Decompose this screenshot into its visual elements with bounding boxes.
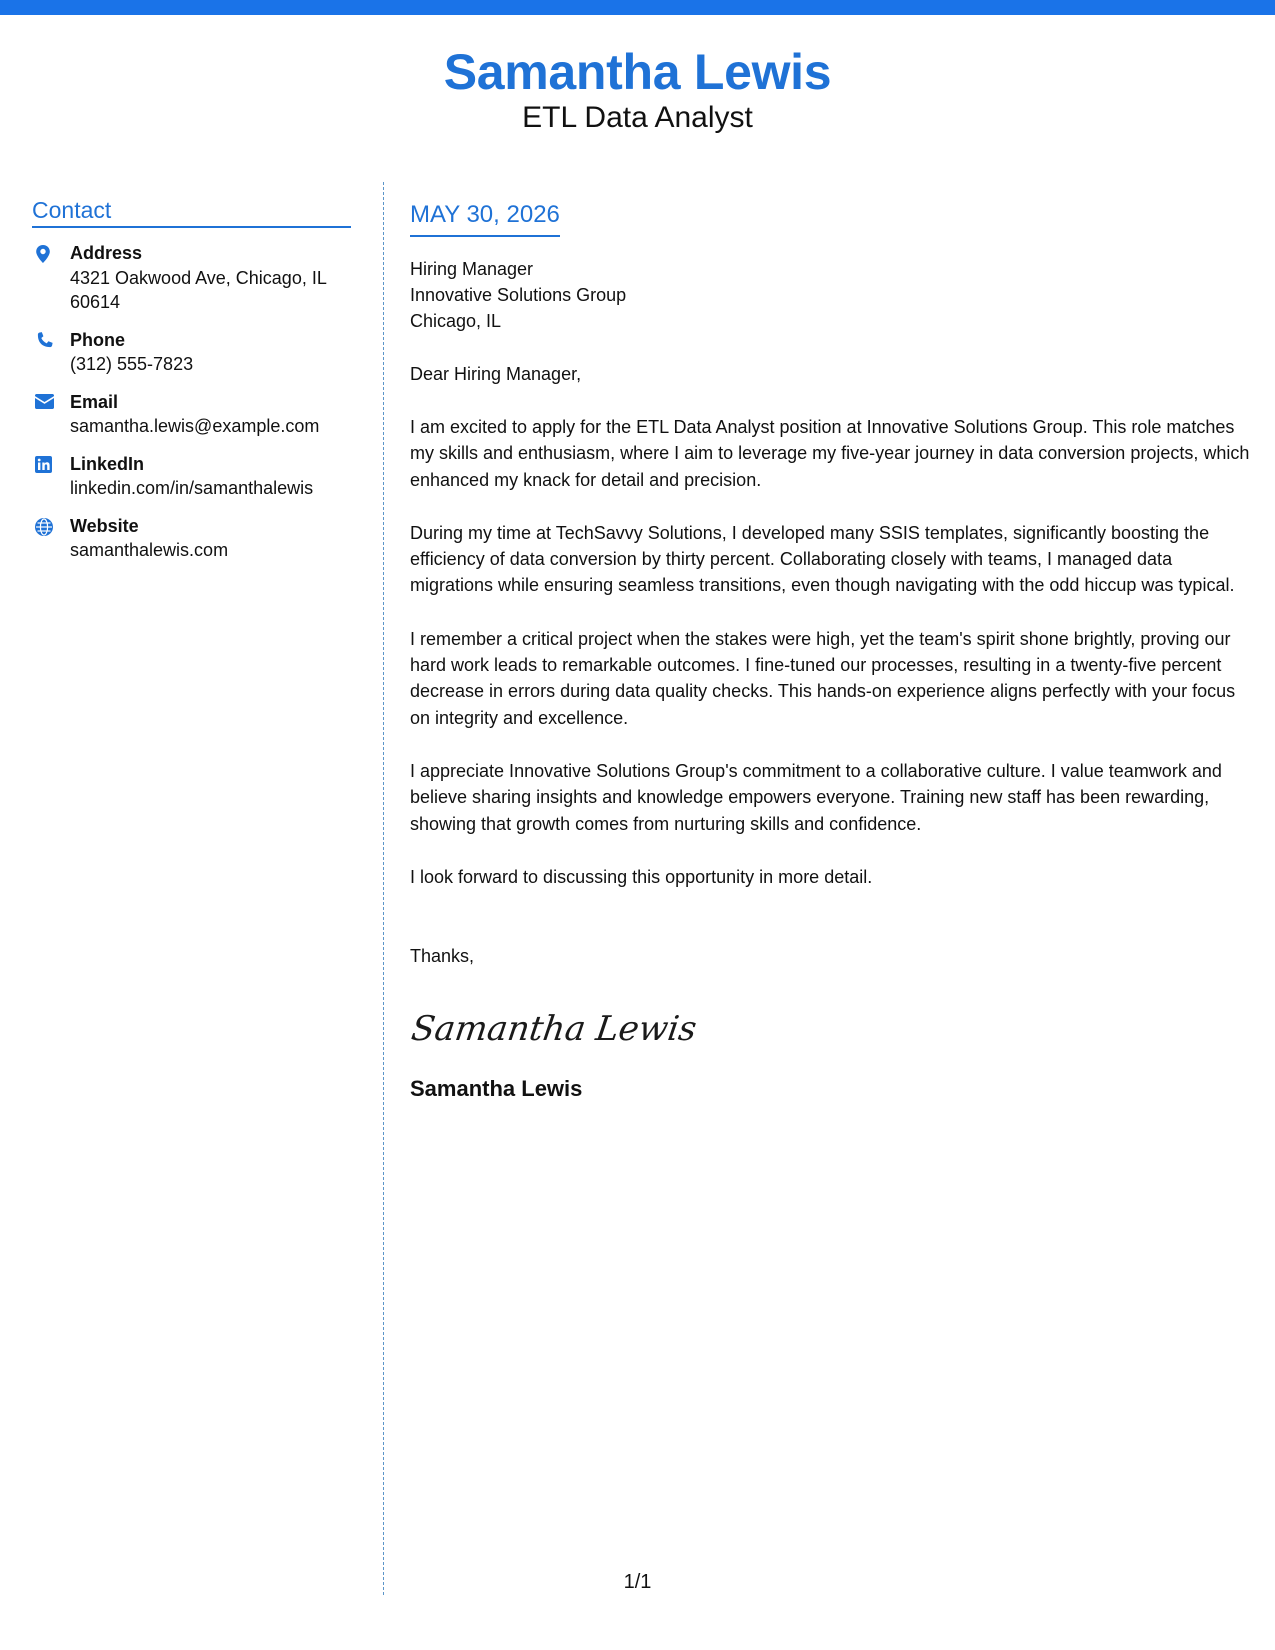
contact-item-phone [32, 328, 351, 377]
svg-text:Samantha Lewis: Samantha Lewis [408, 1009, 700, 1050]
contact-value-website[interactable]: samanthalewis.com [70, 540, 229, 560]
contact-item-linkedin [32, 452, 351, 501]
recipient-title: Hiring Manager [410, 259, 534, 279]
envelope-icon [32, 390, 70, 409]
contact-label-website: Website [70, 515, 139, 536]
contact-item-address [32, 241, 351, 315]
closing: Thanks, [410, 946, 475, 967]
recipient-location: Chicago, IL [410, 311, 502, 331]
contact-label-email: Email [70, 391, 119, 412]
contact-value-phone: (312) 555-7823 [70, 354, 194, 374]
body-paragraph: During my time at TechSavvy Solutions, I developed many SSIS templates, significantly boosting the efficiency of data conversion by thirty percent. Collaborating closely with teams, I managed data migrations while ensuring seamless transitions, even though navigating with the odd hiccup was typical. [410, 522, 1235, 596]
contact-item-website [32, 514, 351, 563]
contact-sidebar [32, 196, 351, 576]
recipient-company: Innovative Solutions Group [410, 285, 627, 305]
handwritten-signature [410, 998, 1255, 1058]
contact-label-linkedin: LinkedIn [70, 453, 145, 474]
contact-heading: Contact [32, 196, 351, 228]
signer-name: Samantha Lewis [410, 1076, 583, 1102]
body-paragraph: I remember a critical project when the stakes were high, yet the team's spirit shone brightly, proving our hard work leads to remarkable outcomes. I fine-tuned our processes, resulting in a twenty-five percent decrease in errors during data quality checks. This hands-on experience aligns perfectly with your focus on integrity and excellence. [410, 628, 1236, 728]
contact-value-address: 4321 Oakwood Ave, Chicago, IL 60614 [70, 267, 327, 312]
contact-label-address: Address [70, 243, 143, 263]
contact-list [32, 241, 351, 563]
contact-item-email [32, 390, 351, 439]
applicant-name: Samantha Lewis [443, 44, 832, 100]
greeting: Dear Hiring Manager, [410, 364, 582, 384]
map-pin-icon [32, 241, 70, 263]
linkedin-icon [32, 452, 70, 473]
contact-value-email[interactable]: samantha.lewis@example.com [70, 416, 320, 436]
contact-value-linkedin[interactable]: linkedin.com/in/samanthalewis [70, 478, 314, 498]
column-divider [383, 182, 384, 1595]
top-accent-bar [0, 0, 1275, 15]
recipient-block [410, 256, 1255, 334]
body-paragraph: I look forward to discussing this opportunity in more detail. [410, 866, 873, 887]
contact-label-phone: Phone [70, 329, 126, 350]
page-number: 1/1 [623, 1571, 652, 1593]
letter-header [0, 44, 1275, 136]
body-paragraph: I am excited to apply for the ETL Data Analyst position at Innovative Solutions Group. This role matches my skills and enthusiasm, where I aim to leverage my five-year journey in data conversion projects, which enhanced my knack for detail and precision. [410, 417, 1250, 490]
globe-icon [32, 514, 70, 536]
phone-icon [32, 328, 70, 350]
applicant-job-title: ETL Data Analyst [522, 101, 753, 134]
body-paragraph: I appreciate Innovative Solutions Group's commitment to a collaborative culture. I value teamwork and believe sharing insights and knowledge empowers everyone. Training new staff has been rewarding, showing that growth comes from nurturing skills and confidence. [410, 760, 1222, 834]
letter-date: MAY 30, 2026 [410, 200, 560, 237]
letter-body [410, 200, 1255, 1103]
